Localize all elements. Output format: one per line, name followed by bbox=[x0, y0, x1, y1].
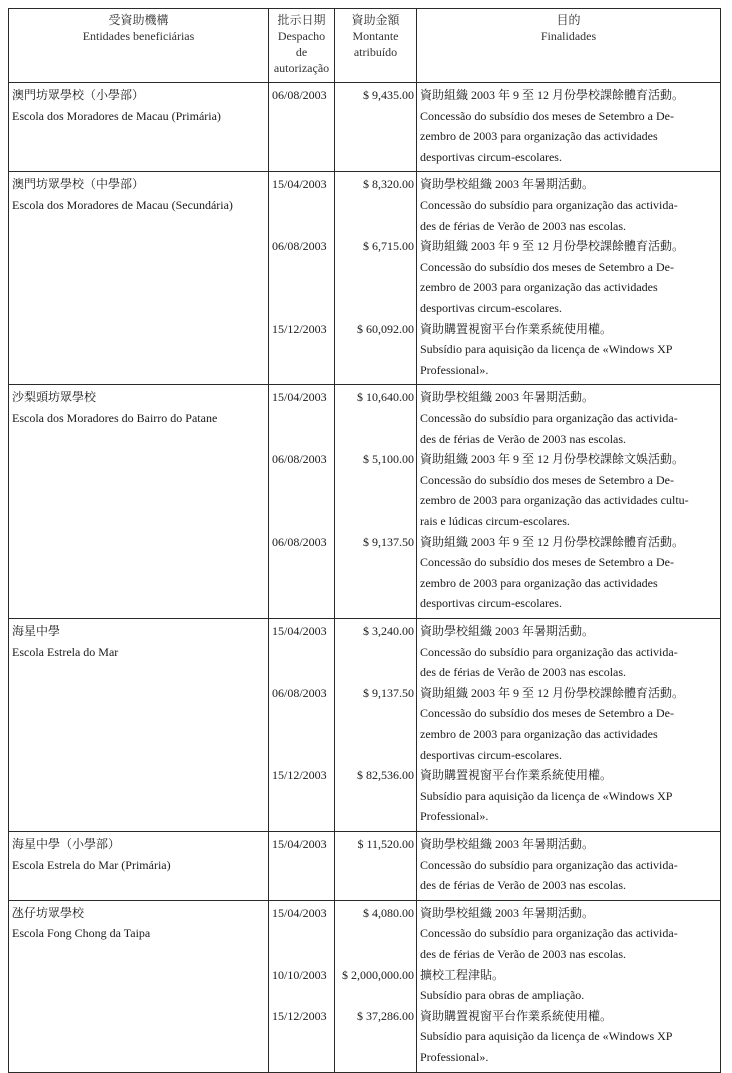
grant-amount: $ 5,100.00 bbox=[363, 452, 414, 467]
header-text: Montante bbox=[352, 29, 399, 43]
grant-amount: $ 9,137.50 bbox=[363, 685, 414, 700]
entity-name-pt: Escola Estrela do Mar (Primária) bbox=[12, 857, 171, 872]
date-cell bbox=[269, 83, 335, 172]
grant-date: 15/04/2003 bbox=[272, 905, 327, 920]
entity-name-zh: 澳門坊眾學校（中學部） bbox=[12, 177, 145, 192]
purpose-cell bbox=[417, 385, 721, 619]
date-cell bbox=[269, 172, 335, 385]
grant-purpose bbox=[420, 965, 718, 1006]
header-text: Entidades beneficiárias bbox=[82, 29, 195, 43]
amount-cell bbox=[335, 900, 417, 1072]
entity-name-pt: Escola dos Moradores de Macau (Primária) bbox=[12, 108, 221, 123]
table-row bbox=[9, 900, 721, 1072]
purpose-text-pt: zembro de 2003 para organização das actividades bbox=[420, 280, 658, 295]
purpose-text-pt: desportivas circum-escolares. bbox=[420, 300, 562, 315]
grant-date: 06/08/2003 bbox=[272, 685, 327, 700]
grant-amount: $ 10,640.00 bbox=[357, 390, 414, 405]
purpose-text-pt: Concessão do subsídio para organização das activida- bbox=[420, 926, 678, 941]
header-date bbox=[269, 9, 335, 83]
purpose-text-pt: Concessão do subsídio para organização das activida- bbox=[420, 410, 678, 425]
grant-amount: $ 37,286.00 bbox=[357, 1008, 414, 1023]
purpose-text-zh: 資助組織 2003 年 9 至 12 月份學校課餘體育活動。 bbox=[420, 534, 685, 549]
grant-date: 15/04/2003 bbox=[272, 390, 327, 405]
amount-cell bbox=[335, 618, 417, 831]
purpose-text-zh: 擴校工程津貼。 bbox=[420, 967, 505, 982]
grant-purpose bbox=[420, 387, 718, 449]
grant-date: 06/08/2003 bbox=[272, 534, 327, 549]
purpose-text-pt: des de férias de Verão de 2003 nas escolas. bbox=[420, 946, 627, 961]
grant-date: 15/12/2003 bbox=[272, 321, 327, 336]
grant-amount: $ 2,000,000.00 bbox=[342, 967, 414, 982]
purpose-text-zh: 資助組織 2003 年 9 至 12 月份學校課餘體育活動。 bbox=[420, 88, 685, 102]
grant-date: 10/10/2003 bbox=[272, 967, 327, 982]
purpose-text-pt: Professional». bbox=[420, 1049, 489, 1064]
entity-name-pt: Escola Estrela do Mar bbox=[12, 644, 119, 659]
purpose-text-pt: desportivas circum-escolares. bbox=[420, 596, 562, 611]
entity-name-zh: 海星中學（小學部） bbox=[12, 836, 121, 851]
grant-date: 15/04/2003 bbox=[272, 623, 327, 638]
grant-amount: $ 9,137.50 bbox=[363, 534, 414, 549]
entity-name-pt: Escola Fong Chong da Taipa bbox=[12, 926, 151, 941]
purpose-text-zh: 資助學校組織 2003 年暑期活動。 bbox=[420, 836, 595, 851]
purpose-text-pt: Concessão do subsídio para organização das activida- bbox=[420, 857, 678, 872]
purpose-text-zh: 資助學校組織 2003 年暑期活動。 bbox=[420, 905, 595, 920]
grant-amount: $ 8,320.00 bbox=[363, 177, 414, 192]
header-text: 資助金額 bbox=[351, 13, 400, 27]
amount-cell bbox=[335, 83, 417, 172]
purpose-text-pt: Concessão do subsídio dos meses de Setembro a De- bbox=[420, 472, 674, 487]
purpose-text-pt: Concessão do subsídio dos meses de Setembro a De- bbox=[420, 706, 674, 721]
purpose-text-pt: Concessão do subsídio dos meses de Setembro a De- bbox=[420, 259, 674, 274]
purpose-text-pt: des de férias de Verão de 2003 nas escolas. bbox=[420, 431, 627, 446]
grant-date: 15/04/2003 bbox=[272, 836, 327, 851]
grant-amount: $ 82,536.00 bbox=[357, 768, 414, 783]
grant-purpose bbox=[420, 903, 718, 965]
entity-name-zh: 澳門坊眾學校（小學部） bbox=[12, 88, 145, 102]
purpose-text-pt: Subsídio para aquisição da licença de «Windows XP bbox=[420, 342, 673, 357]
grant-amount: $ 4,080.00 bbox=[363, 905, 414, 920]
date-cell bbox=[269, 831, 335, 900]
grant-purpose bbox=[420, 532, 718, 614]
entity-cell bbox=[9, 618, 269, 831]
grant-amount: $ 11,520.00 bbox=[357, 836, 414, 851]
entity-cell bbox=[9, 385, 269, 619]
document-page bbox=[8, 8, 720, 1073]
table-row bbox=[9, 385, 721, 619]
grant-amount: $ 9,435.00 bbox=[363, 88, 414, 102]
grant-purpose bbox=[420, 834, 718, 896]
purpose-text-zh: 資助購置視窗平台作業系統使用權。 bbox=[420, 1008, 613, 1023]
purpose-text-pt: zembro de 2003 para organização das actividades bbox=[420, 726, 658, 741]
purpose-text-pt: Professional». bbox=[420, 362, 489, 377]
grant-purpose bbox=[420, 1006, 718, 1068]
purpose-text-pt: Concessão do subsídio dos meses de Setembro a De- bbox=[420, 108, 674, 123]
grant-purpose bbox=[420, 621, 718, 683]
grant-date: 15/04/2003 bbox=[272, 177, 327, 192]
date-cell bbox=[269, 618, 335, 831]
purpose-text-pt: Subsídio para obras de ampliação. bbox=[420, 988, 585, 1003]
grant-amount: $ 6,715.00 bbox=[363, 239, 414, 254]
header-text: 受資助機構 bbox=[108, 13, 169, 27]
grant-date: 06/08/2003 bbox=[272, 239, 327, 254]
entity-cell bbox=[9, 831, 269, 900]
entity-name-pt: Escola dos Moradores do Bairro do Patane bbox=[12, 410, 218, 425]
purpose-text-pt: Subsídio para aquisição da licença de «Windows XP bbox=[420, 1029, 673, 1044]
entity-cell bbox=[9, 900, 269, 1072]
purpose-text-pt: Professional». bbox=[420, 809, 489, 824]
grant-amount: $ 60,092.00 bbox=[357, 321, 414, 336]
purpose-text-zh: 資助學校組織 2003 年暑期活動。 bbox=[420, 390, 595, 405]
purpose-text-pt: rais e lúdicas circum-escolares. bbox=[420, 513, 570, 528]
grant-date: 15/12/2003 bbox=[272, 1008, 327, 1023]
purpose-cell bbox=[417, 618, 721, 831]
entity-name-zh: 沙梨頭坊眾學校 bbox=[12, 390, 97, 405]
purpose-text-pt: zembro de 2003 para organização das actividades cultu- bbox=[420, 493, 689, 508]
purpose-cell bbox=[417, 83, 721, 172]
header-text: Finalidades bbox=[540, 29, 597, 43]
header-amount bbox=[335, 9, 417, 83]
purpose-text-pt: Concessão do subsídio para organização das activida- bbox=[420, 644, 678, 659]
purpose-text-zh: 資助組織 2003 年 9 至 12 月份學校課餘體育活動。 bbox=[420, 239, 685, 254]
grant-date: 06/08/2003 bbox=[272, 452, 327, 467]
purpose-cell bbox=[417, 900, 721, 1072]
purpose-text-pt: Subsídio para aquisição da licença de «Windows XP bbox=[420, 788, 673, 803]
grants-table bbox=[8, 8, 721, 1073]
grant-date: 15/12/2003 bbox=[272, 768, 327, 783]
date-cell bbox=[269, 385, 335, 619]
purpose-text-zh: 資助學校組織 2003 年暑期活動。 bbox=[420, 177, 595, 192]
grant-purpose bbox=[420, 683, 718, 765]
purpose-text-pt: desportivas circum-escolares. bbox=[420, 747, 562, 762]
table-row bbox=[9, 83, 721, 172]
entity-name-zh: 氹仔坊眾學校 bbox=[12, 905, 85, 920]
header-purpose bbox=[417, 9, 721, 83]
grant-purpose bbox=[420, 319, 718, 381]
amount-cell bbox=[335, 385, 417, 619]
purpose-text-zh: 資助組織 2003 年 9 至 12 月份學校課餘體育活動。 bbox=[420, 685, 685, 700]
purpose-text-pt: zembro de 2003 para organização das actividades bbox=[420, 575, 658, 590]
table-row bbox=[9, 831, 721, 900]
header-entities bbox=[9, 9, 269, 83]
grant-purpose bbox=[420, 85, 718, 167]
entity-name-zh: 海星中學 bbox=[12, 623, 61, 638]
grant-purpose bbox=[420, 449, 718, 531]
header-text: Despacho de bbox=[277, 29, 326, 59]
purpose-text-pt: des de férias de Verão de 2003 nas escolas. bbox=[420, 878, 627, 893]
purpose-text-zh: 資助組織 2003 年 9 至 12 月份學校課餘文娛活動。 bbox=[420, 452, 685, 467]
amount-cell bbox=[335, 172, 417, 385]
grant-purpose bbox=[420, 174, 718, 236]
purpose-cell bbox=[417, 172, 721, 385]
purpose-text-zh: 資助購置視窗平台作業系統使用權。 bbox=[420, 321, 613, 336]
grant-purpose bbox=[420, 236, 718, 318]
purpose-text-pt: des de férias de Verão de 2003 nas escolas. bbox=[420, 665, 627, 680]
purpose-text-pt: desportivas circum-escolares. bbox=[420, 149, 562, 164]
entity-name-pt: Escola dos Moradores de Macau (Secundária) bbox=[12, 197, 233, 212]
grant-date: 06/08/2003 bbox=[272, 88, 327, 102]
entity-cell bbox=[9, 172, 269, 385]
purpose-text-pt: des de férias de Verão de 2003 nas escolas. bbox=[420, 218, 627, 233]
purpose-text-zh: 資助購置視窗平台作業系統使用權。 bbox=[420, 768, 613, 783]
amount-cell bbox=[335, 831, 417, 900]
header-text: 目的 bbox=[556, 13, 581, 27]
header-text: autorização bbox=[273, 61, 330, 75]
table-row bbox=[9, 172, 721, 385]
grant-amount: $ 3,240.00 bbox=[363, 623, 414, 638]
header-text: 批示日期 bbox=[277, 13, 326, 27]
purpose-cell bbox=[417, 831, 721, 900]
header-text: atribuído bbox=[353, 45, 398, 59]
entity-cell bbox=[9, 83, 269, 172]
purpose-text-zh: 資助學校組織 2003 年暑期活動。 bbox=[420, 623, 595, 638]
purpose-text-pt: Concessão do subsídio para organização das activida- bbox=[420, 197, 678, 212]
purpose-text-pt: Concessão do subsídio dos meses de Setembro a De- bbox=[420, 555, 674, 570]
table-body bbox=[9, 83, 721, 1073]
date-cell bbox=[269, 900, 335, 1072]
purpose-text-pt: zembro de 2003 para organização das actividades bbox=[420, 129, 658, 144]
table-header-row bbox=[9, 9, 721, 83]
table-row bbox=[9, 618, 721, 831]
grant-purpose bbox=[420, 765, 718, 827]
